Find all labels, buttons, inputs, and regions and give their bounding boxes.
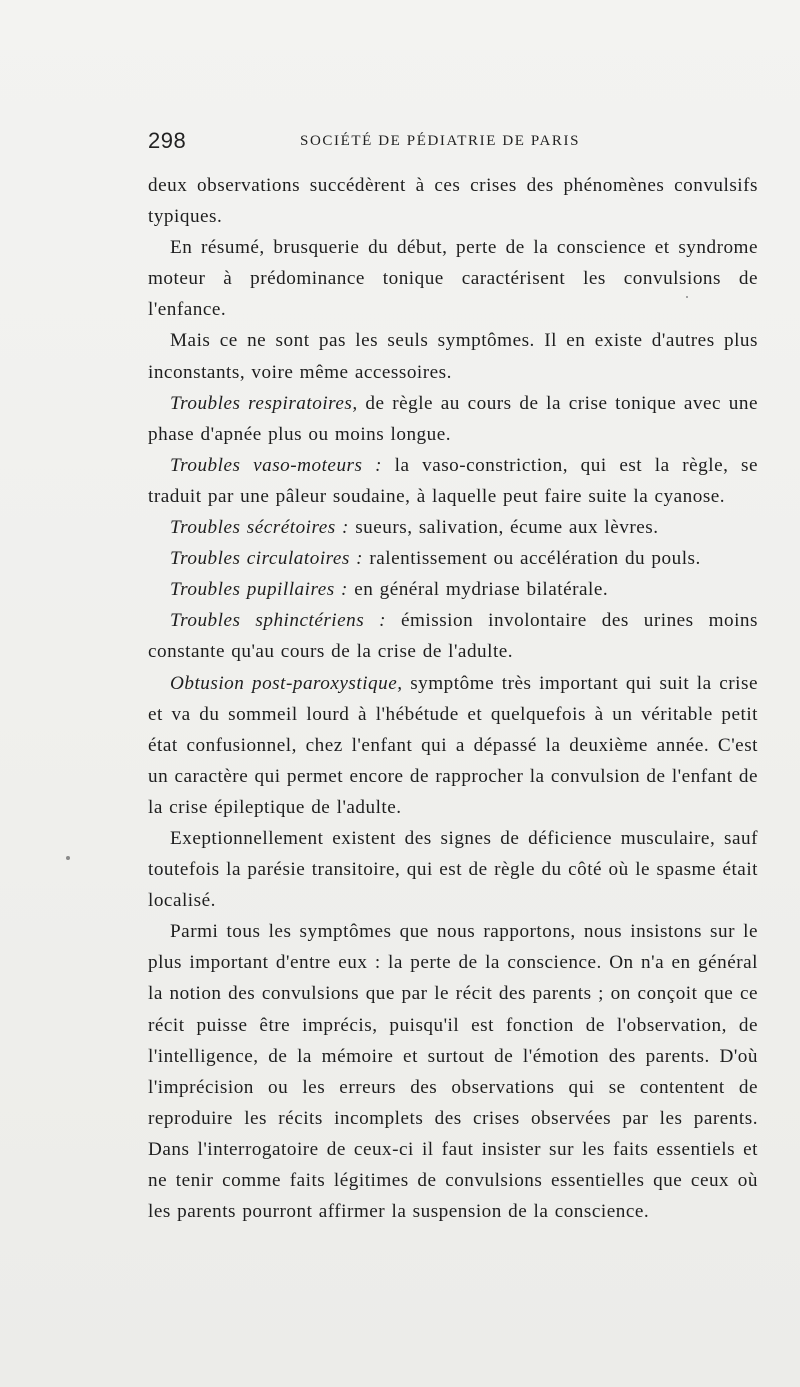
paragraph: Obtusion post-paroxystique, symptôme très important qui suit la crise et va du sommeil lourd à l'hébétude et quelquefois à un véritable petit état confusionnel, chez l'enfant qui a dépassé la deuxième année. C'est un caractère qui permet encore de rapprocher la convulsion de l'enfant de la crise épileptique de l'adulte. — [148, 672, 758, 818]
paragraph-lead: Obtusion post-paroxystique, — [170, 672, 403, 694]
scan-speck — [686, 296, 688, 298]
paragraph: Mais ce ne sont pas les seuls symptômes. Il en existe d'autres plus inconstants, voire même accessoires. — [148, 330, 758, 383]
scan-speck — [66, 856, 70, 860]
paragraph-lead: Troubles respiratoires, — [170, 392, 358, 414]
paragraph: Parmi tous les symptômes que nous rapportons, nous insistons sur le plus important d'entre eux : la perte de la conscience. On n'a en général la notion des convulsions que par le récit des parents ; on conçoit que ce récit puisse être imprécis, puisqu'il est fonction de l'observation, de l'intelligence, de la mémoire et surtout de l'émotion des parents. D'où l'imprécision ou les erreurs des observations qui se contentent de reproduire les récits incomplets des crises observées par les parents. Dans l'interrogatoire de ceux-ci il faut insister sur les faits essentiels et ne tenir comme faits légitimes de convulsions essentielles que ceux où les parents pourront affirmer la suspension de la conscience. — [148, 921, 758, 1223]
page-header — [148, 128, 753, 158]
paragraph-lead: Troubles sécrétoires : — [170, 517, 349, 539]
paragraph: Troubles pupillaires : en général mydriase bilatérale. — [170, 579, 609, 601]
paragraph: Troubles respiratoires, de règle au cours de la crise tonique avec une phase d'apnée plus ou moins longue. — [148, 392, 758, 445]
page-number: 298 — [148, 128, 187, 153]
running-head: SOCIÉTÉ DE PÉDIATRIE DE PARIS — [300, 133, 581, 149]
paragraph: Exeptionnellement existent des signes de déficience musculaire, sauf toutefois la parésie transitoire, qui est de règle du côté où le spasme était localisé. — [148, 827, 758, 912]
paragraph-lead: Troubles vaso-moteurs : — [170, 454, 382, 476]
paragraph: Troubles circulatoires : ralentissement ou accélération du pouls. — [170, 548, 701, 570]
paragraph-lead: Troubles circulatoires : — [170, 548, 364, 570]
paragraph: Troubles sphinctériens : émission involontaire des urines moins constante qu'au cours de la crise de l'adulte. — [148, 610, 758, 663]
paragraph: Troubles sécrétoires : sueurs, salivation, écume aux lèvres. — [170, 517, 659, 539]
paragraph: En résumé, brusquerie du début, perte de la conscience et syndrome moteur à prédominance tonique caractérisent les convulsions de l'enfance. — [148, 237, 758, 321]
paragraph-lead: Troubles pupillaires : — [170, 579, 348, 601]
body-text — [148, 170, 758, 1227]
paragraph-lead: Troubles sphinctériens : — [170, 610, 387, 632]
paragraph: deux observations succédèrent à ces crises des phénomènes convulsifs typiques. — [148, 175, 758, 228]
paragraph: Troubles vaso-moteurs : la vaso-constriction, qui est la règle, se traduit par une pâleur soudaine, à laquelle peut faire suite la cyanose. — [148, 454, 758, 507]
